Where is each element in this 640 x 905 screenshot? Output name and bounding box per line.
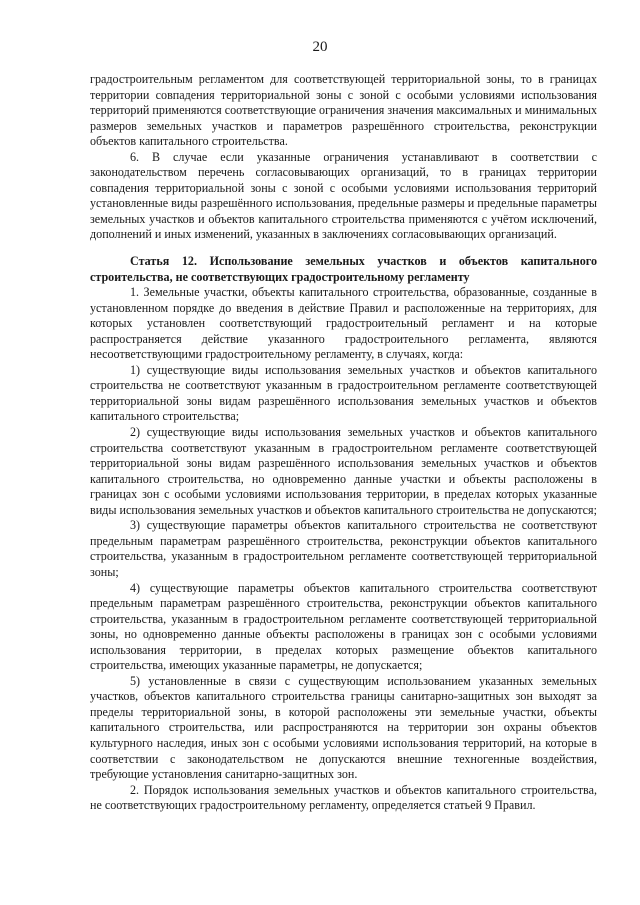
paragraph-continuation: градостроительным регламентом для соответствующей территориальной зоны, то в границах территории совпадения территориальной зоны с зоной с особыми условиями использования территорий применяются соответствующие ограничения значения максимальных и минимальных размеров земельных участков и параметров разрешённого строительства, реконструкции объектов капитального строительства. bbox=[90, 72, 597, 149]
article-heading: Статья 12. Использование земельных участков и объектов капитального строительства, не соответствующих градостроительному регламенту bbox=[90, 254, 597, 284]
list-item-4: 4) существующие параметры объектов капитального строительства соответствуют предельным параметрам разрешённого строительства, реконструкции объектов капитального строительства, указанным в градостроительном регламенте соответствующей территориальной зоны, но одновременно данные объекты расположены в границах зон с особыми условиями использования территории, в пределах которых размещение объектов капитального строительства, имеющих указанные параметры, не допускается; bbox=[90, 580, 597, 673]
paragraph-item-2: 2. Порядок использования земельных участков и объектов капитального строительства, не соответствующих градостроительному регламенту, определяется статьей 9 Правил. bbox=[90, 782, 597, 813]
list-item-2: 2) существующие виды использования земельных участков и объектов капитального строительства соответствуют указанным в градостроительном регламенте соответствующей территориальной зоны видам разрешённого использования земельных участков и объектов капитального строительства, но одновременно данные участки и объекты расположены в границах зон с особыми условиями использования территории, в пределах которых указанные виды использования земельных участков и объектов капитального строительства не допускаются; bbox=[90, 425, 597, 517]
paragraph-item-6: 6. В случае если указанные ограничения устанавливают в соответствии с законодательством перечень согласовывающих организаций, то в границах территории совпадения территориальной зоны с зоной с особыми условиями использования территорий установленные виды разрешённого использования, предельные размеры и предельные параметры земельных участков и объектов капитального строительства применяются с учётом исключений, дополнений и иных изменений, указанных в заключениях согласовывающих организаций. bbox=[90, 149, 597, 242]
list-item-3: 3) существующие параметры объектов капитального строительства не соответствуют предельным параметрам разрешённого строительства, реконструкции объектов капитального строительства, указанным в градостроительном регламенте соответствующей территориальной зоны; bbox=[90, 518, 597, 579]
list-item-1: 1) существующие виды использования земельных участков и объектов капитального строительства не соответствуют указанным в градостроительном регламенте соответствующей территориальной зоны видам разрешённого использования земельных участков и объектов капитального строительства; bbox=[90, 362, 597, 424]
paragraph-item-1: 1. Земельные участки, объекты капитального строительства, образованные, созданные в установленном порядке до введения в действие Правил и расположенные на территориях, для которых установлен соответствующий градостроительный регламент и на которые распространяется действие указанного градостроительного регламента, являются несоответствующими градостроительному регламенту, в случаях, когда: bbox=[90, 285, 597, 362]
page-number: 20 bbox=[312, 39, 328, 55]
list-item-5: 5) установленные в связи с существующим использованием указанных земельных участков, объектов капитального строительства границы санитарно-защитных зон выходят за пределы территориальной зоны, в которой расположены эти земельные участки, объекты капитального строительства, или распространяются на территории зон охраны объектов культурного наследия, иных зон с особыми условиями использования территорий, на которые в соответствии с законодательством не допускаются внешние техногенные воздействия, требующие установления санитарно-защитных зон. bbox=[90, 673, 597, 782]
document-body bbox=[90, 72, 597, 814]
